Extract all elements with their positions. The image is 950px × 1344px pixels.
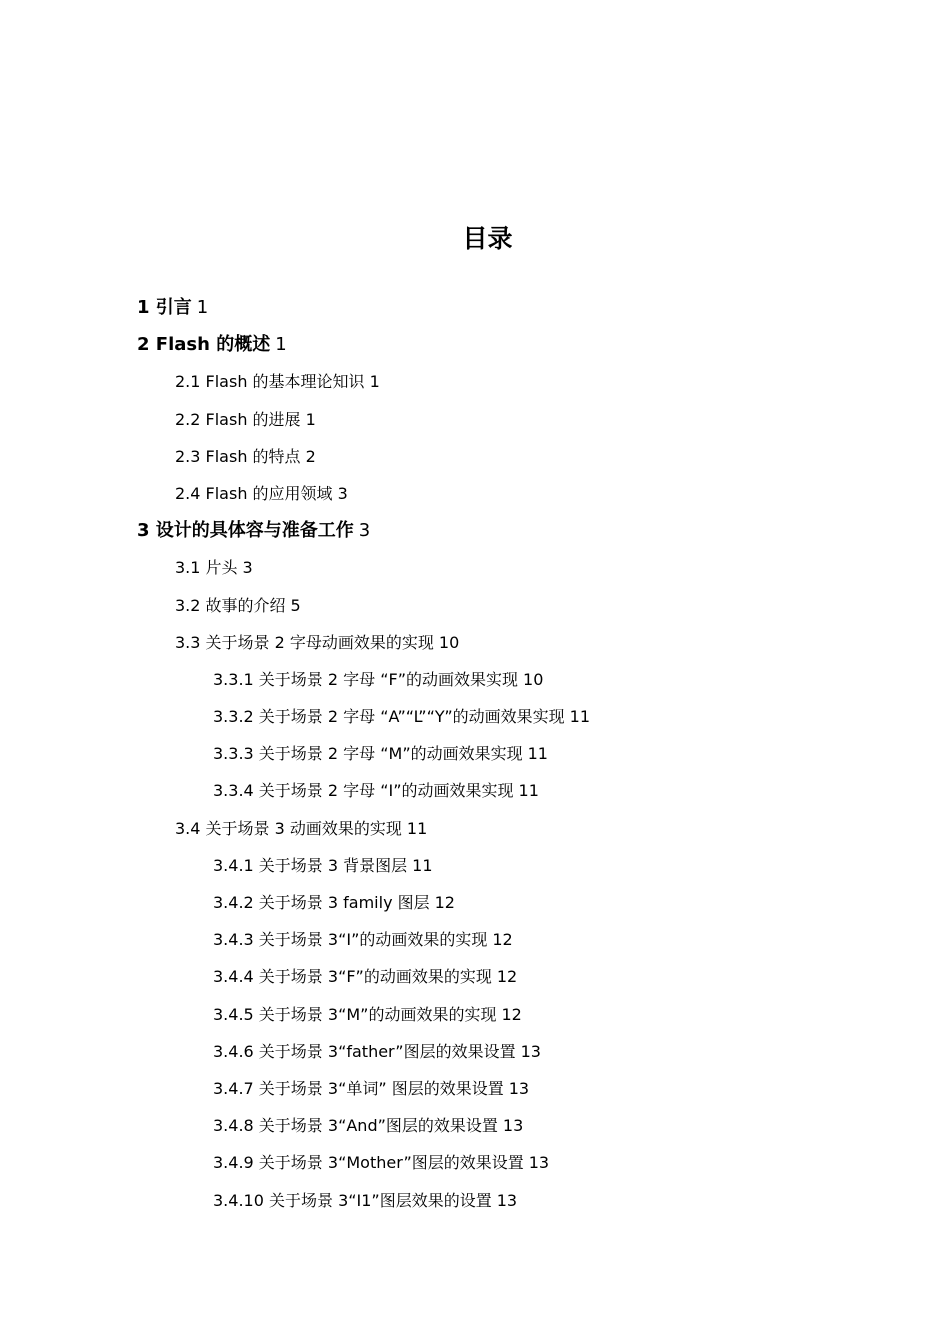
toc-entry-page-number: 13 — [508, 1078, 530, 1098]
toc-entry-label: 3.4.2 关于场景 3 family 图层 — [213, 893, 430, 912]
toc-entry-level-3[interactable] — [0, 884, 950, 921]
toc-entry-label: 3.3 关于场景 2 字母动画效果的实现 — [175, 632, 434, 652]
toc-entry-level-3[interactable] — [0, 847, 950, 884]
toc-entry-label: 3.4.7 关于场景 3“单词” 图层的效果设置 — [213, 1078, 504, 1098]
toc-entry-page-number: 11 — [527, 744, 548, 764]
toc-entry-label: 2.2 Flash 的进展 — [175, 409, 301, 429]
toc-entry-level-2[interactable] — [0, 475, 950, 512]
toc-entry-page-number: 1 — [369, 372, 380, 392]
toc-entry-page-number: 13 — [496, 1190, 518, 1210]
toc-entry-level-3[interactable] — [0, 661, 950, 698]
toc-entry-page-number: 11 — [406, 818, 428, 838]
toc-entry-page-number: 13 — [528, 1153, 550, 1173]
toc-entry-page-number: 11 — [569, 707, 591, 727]
toc-entry-page-number: 3 — [337, 483, 348, 503]
toc-entry-level-1[interactable] — [0, 289, 950, 326]
toc-entry-page-number: 12 — [501, 1004, 522, 1024]
toc-entry-label: 1 引言 — [137, 297, 192, 318]
toc-entry-label: 2 Flash 的概述 — [137, 334, 271, 356]
toc-entry-level-3[interactable] — [0, 1144, 950, 1181]
toc-entry-label: 3.4 关于场景 3 动画效果的实现 — [175, 818, 402, 838]
toc-entry-page-number: 1 — [275, 334, 287, 356]
toc-entry-level-2[interactable] — [0, 438, 950, 475]
toc-entry-label: 3.3.3 关于场景 2 字母 “M”的动画效果实现 — [213, 744, 523, 764]
toc-entry-label: 3.1 片头 — [175, 558, 238, 578]
toc-entry-level-2[interactable] — [0, 401, 950, 438]
toc-entry-label: 3.4.6 关于场景 3“father”图层的效果设置 — [213, 1041, 516, 1061]
toc-entry-page-number: 10 — [438, 632, 460, 652]
toc-entry-label: 3.4.10 关于场景 3“I1”图层效果的设置 — [213, 1190, 492, 1210]
toc-entry-level-3[interactable] — [0, 1070, 950, 1107]
toc-entry-page-number: 12 — [434, 893, 455, 912]
page-title: 目录 — [462, 224, 513, 253]
toc-entry-page-number: 5 — [290, 595, 301, 615]
toc-entry-label: 2.1 Flash 的基本理论知识 — [175, 372, 365, 392]
toc-entry-level-1[interactable] — [0, 512, 950, 549]
toc-entry-page-number: 1 — [196, 297, 209, 318]
table-of-contents — [0, 289, 950, 1219]
toc-entry-label: 3.3.1 关于场景 2 字母 “F”的动画效果实现 — [213, 669, 519, 689]
toc-entry-label: 3 设计的具体容与准备工作 — [137, 520, 354, 542]
toc-entry-label: 2.4 Flash 的应用领域 — [175, 483, 333, 503]
toc-entry-level-3[interactable] — [0, 1033, 950, 1070]
toc-entry-page-number: 2 — [305, 446, 316, 466]
toc-entry-label: 3.4.5 关于场景 3“M”的动画效果的实现 — [213, 1004, 497, 1024]
toc-entry-level-2[interactable] — [0, 810, 950, 847]
toc-entry-label: 3.4.1 关于场景 3 背景图层 — [213, 855, 408, 875]
toc-entry-level-3[interactable] — [0, 735, 950, 772]
toc-entry-page-number: 12 — [496, 967, 518, 987]
toc-entry-label: 3.3.4 关于场景 2 字母 “I”的动画效果实现 — [213, 781, 514, 801]
toc-entry-level-1[interactable] — [0, 326, 950, 363]
toc-entry-page-number: 11 — [412, 855, 433, 875]
toc-entry-page-number: 13 — [520, 1041, 541, 1061]
toc-entry-level-3[interactable] — [0, 772, 950, 809]
toc-entry-label: 3.2 故事的介绍 — [175, 595, 286, 615]
toc-entry-page-number: 11 — [518, 781, 539, 801]
toc-entry-level-2[interactable] — [0, 363, 950, 400]
toc-entry-level-3[interactable] — [0, 698, 950, 735]
toc-entry-level-3[interactable] — [0, 1182, 950, 1219]
toc-entry-label: 3.4.3 关于场景 3“I”的动画效果的实现 — [213, 930, 488, 950]
toc-entry-page-number: 3 — [242, 558, 253, 578]
toc-entry-label: 3.3.2 关于场景 2 字母 “A”“L”“Y”的动画效果实现 — [213, 707, 565, 727]
toc-entry-level-2[interactable] — [0, 587, 950, 624]
toc-entry-level-2[interactable] — [0, 549, 950, 586]
toc-entry-label: 2.3 Flash 的特点 — [175, 446, 301, 466]
toc-entry-label: 3.4.9 关于场景 3“Mother”图层的效果设置 — [213, 1153, 524, 1173]
toc-entry-page-number: 1 — [305, 409, 316, 429]
toc-entry-page-number: 12 — [492, 930, 513, 950]
toc-entry-page-number: 13 — [502, 1116, 524, 1136]
toc-entry-page-number: 10 — [523, 669, 544, 689]
toc-entry-level-2[interactable] — [0, 624, 950, 661]
toc-entry-label: 3.4.8 关于场景 3“And”图层的效果设置 — [213, 1116, 498, 1136]
toc-entry-level-3[interactable] — [0, 1107, 950, 1144]
toc-entry-level-3[interactable] — [0, 958, 950, 995]
toc-entry-level-3[interactable] — [0, 996, 950, 1033]
toc-entry-level-3[interactable] — [0, 921, 950, 958]
toc-entry-label: 3.4.4 关于场景 3“F”的动画效果的实现 — [213, 967, 492, 987]
toc-entry-page-number: 3 — [358, 520, 371, 542]
